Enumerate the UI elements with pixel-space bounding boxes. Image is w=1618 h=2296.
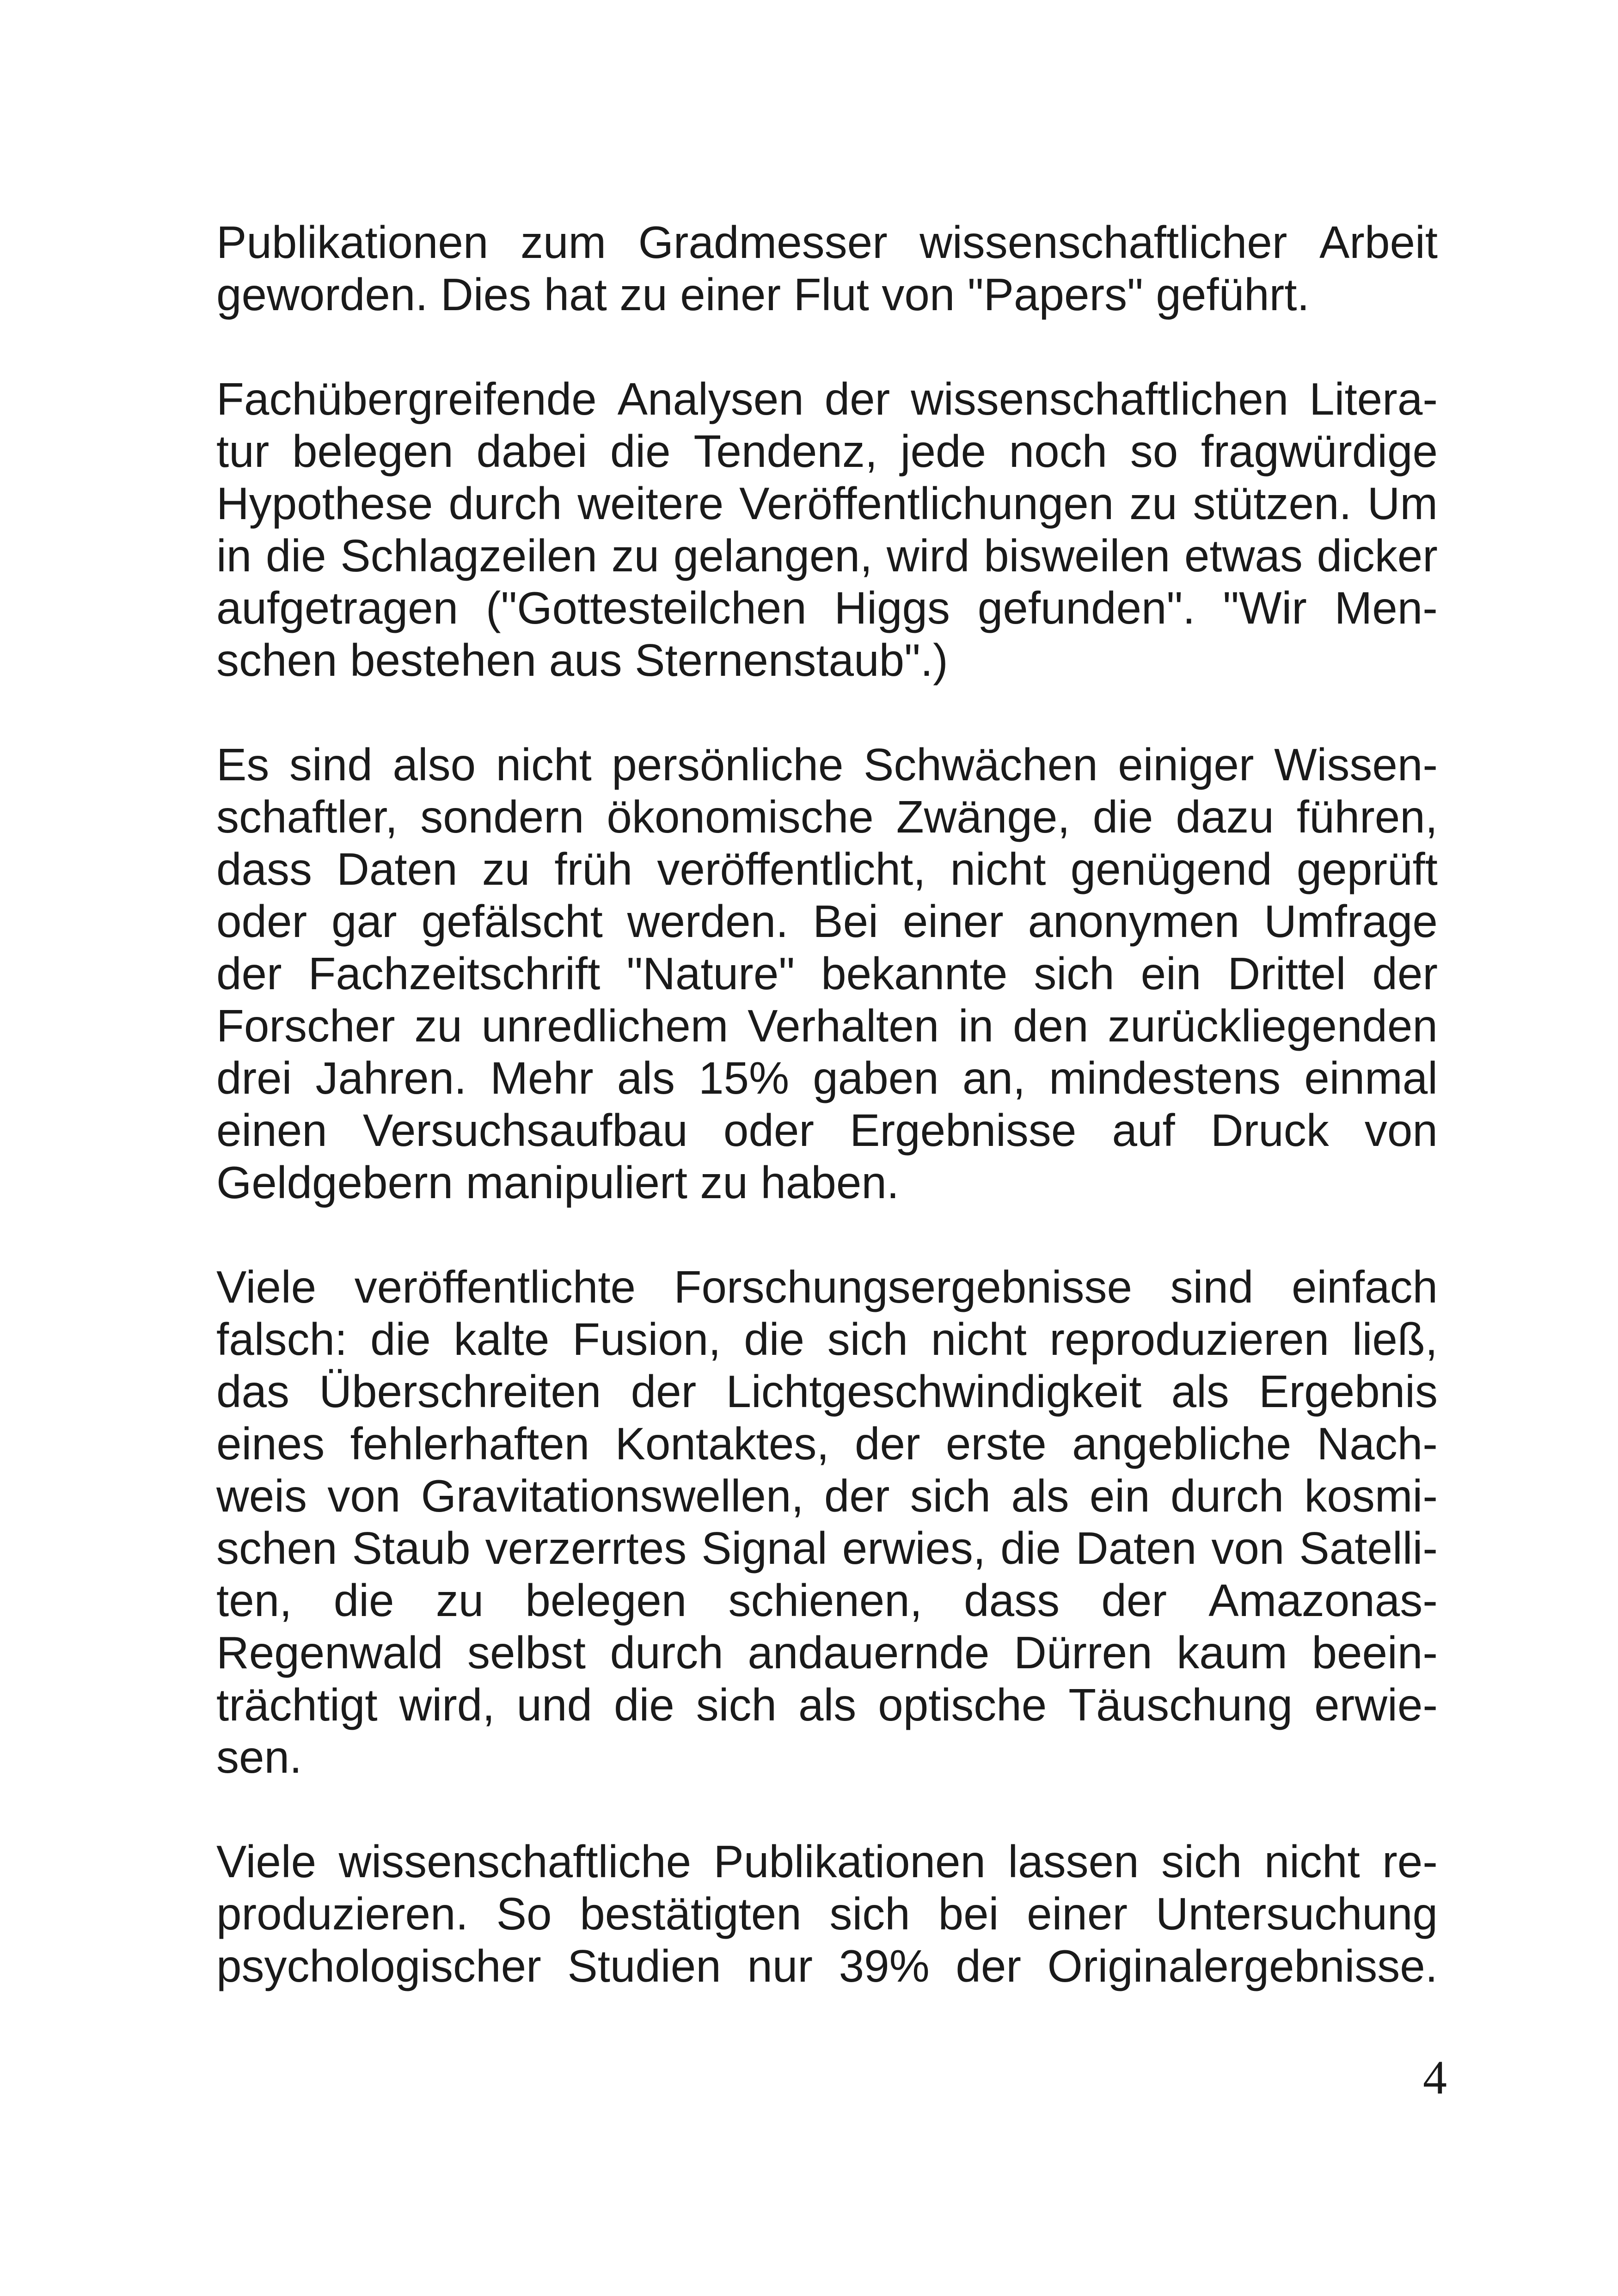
text-line: schaftler, sondern ökonomische Zwänge, die dazu führen,: [216, 791, 1438, 842]
text-line: Fachübergreifende Analysen der wissenschaftlichen Litera-: [216, 373, 1438, 424]
text-line: aufgetragen ("Gottesteilchen Higgs gefunden". "Wir Men-: [216, 582, 1438, 633]
paragraph: [216, 216, 1438, 321]
text-line: Geldgebern manipuliert zu haben.: [216, 1157, 900, 1208]
text-line: drei Jahren. Mehr als 15% gaben an, mindestens einmal: [216, 1053, 1438, 1103]
text-line: ten, die zu belegen schienen, dass der Amazonas-: [216, 1575, 1438, 1626]
text-line: schen Staub verzerrtes Signal erwies, die Daten von Satelli-: [216, 1523, 1438, 1574]
text-line: einen Versuchsaufbau oder Ergebnisse auf Druck von: [216, 1105, 1438, 1156]
paragraph: [216, 739, 1438, 1209]
text-line: in die Schlagzeilen zu gelangen, wird bisweilen etwas dicker: [216, 530, 1438, 581]
text-line: sen.: [216, 1732, 302, 1782]
text-line: tur belegen dabei die Tendenz, jede noch so fragwürdige: [216, 426, 1438, 477]
text-line: dass Daten zu früh veröffentlicht, nicht genügend geprüft: [216, 844, 1438, 894]
text-line: der Fachzeitschrift "Nature" bekannte sich ein Drittel der: [216, 948, 1438, 999]
text-line: Viele veröffentlichte Forschungsergebnisse sind einfach: [216, 1261, 1438, 1312]
paragraph: [216, 1261, 1438, 1783]
text-line: oder gar gefälscht werden. Bei einer anonymen Umfrage: [216, 896, 1438, 947]
text-line: Es sind also nicht persönliche Schwächen einiger Wissen-: [216, 739, 1438, 790]
text-line: produzieren. So bestätigten sich bei einer Untersuchung: [216, 1888, 1438, 1939]
text-line: Forscher zu unredlichem Verhalten in den zurückliegenden: [216, 1000, 1438, 1051]
text-line: psychologischer Studien nur 39% der Originalergebnisse.: [216, 1941, 1438, 1991]
text-line: trächtigt wird, und die sich als optische Täuschung erwie-: [216, 1679, 1438, 1730]
text-line: Publikationen zum Gradmesser wissenschaftlicher Arbeit: [216, 217, 1438, 268]
text-line: schen bestehen aus Sternenstaub".): [216, 635, 948, 686]
text-line: das Überschreiten der Lichtgeschwindigkeit als Ergebnis: [216, 1366, 1438, 1417]
text-line: eines fehlerhaften Kontaktes, der erste angebliche Nach-: [216, 1418, 1438, 1469]
body-text: [216, 216, 1438, 2045]
text-line: Regenwald selbst durch andauernde Dürren kaum beein-: [216, 1627, 1438, 1678]
paragraph: [216, 373, 1438, 686]
text-line: geworden. Dies hat zu einer Flut von "Papers" geführt.: [216, 269, 1310, 320]
text-line: Hypothese durch weitere Veröffentlichungen zu stützen. Um: [216, 478, 1438, 529]
page-number: 4: [1423, 2051, 1447, 2104]
text-line: falsch: die kalte Fusion, die sich nicht reproduzieren ließ,: [216, 1314, 1438, 1365]
text-line: weis von Gravitationswellen, der sich als ein durch kosmi-: [216, 1470, 1438, 1521]
paragraph: [216, 1836, 1438, 1992]
text-line: Viele wissenschaftliche Publikationen lassen sich nicht re-: [216, 1836, 1438, 1887]
